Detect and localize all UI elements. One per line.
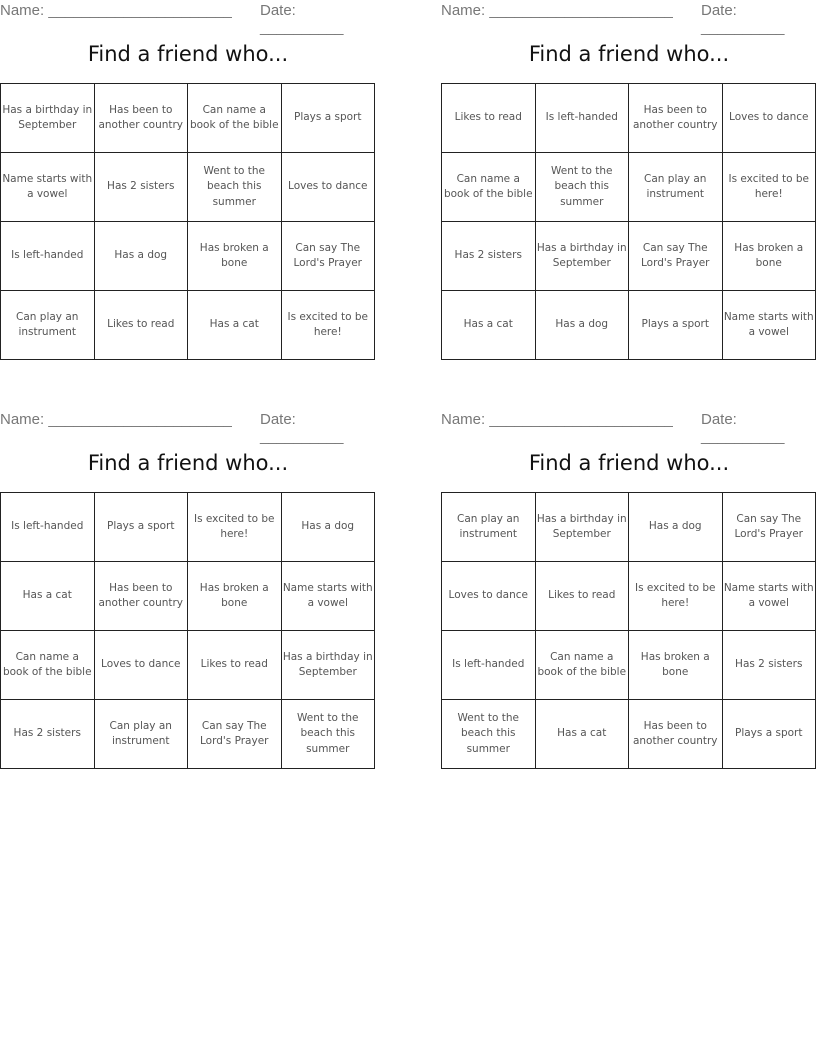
grid-cell: Has broken a bone bbox=[188, 222, 282, 291]
grid-cell: Is excited to be here! bbox=[281, 291, 375, 360]
bingo-grid bbox=[0, 83, 375, 360]
grid-cell: Has been to another country bbox=[629, 84, 723, 153]
grid-cell: Plays a sport bbox=[722, 700, 816, 769]
bingo-grid bbox=[441, 83, 816, 360]
grid-cell: Name starts with a vowel bbox=[722, 562, 816, 631]
grid-cell: Loves to dance bbox=[442, 562, 536, 631]
grid-cell: Can say The Lord's Prayer bbox=[281, 222, 375, 291]
grid-row bbox=[1, 153, 375, 222]
grid-cell: Has a cat bbox=[442, 291, 536, 360]
grid-cell: Loves to dance bbox=[281, 153, 375, 222]
grid-cell: Is excited to be here! bbox=[722, 153, 816, 222]
grid-row bbox=[1, 222, 375, 291]
grid-cell: Name starts with a vowel bbox=[722, 291, 816, 360]
grid-cell: Is excited to be here! bbox=[629, 562, 723, 631]
grid-row bbox=[442, 562, 816, 631]
grid-cell: Can name a book of the bible bbox=[1, 631, 95, 700]
grid-cell: Has a cat bbox=[188, 291, 282, 360]
grid-cell: Has been to another country bbox=[94, 562, 188, 631]
grid-cell: Went to the beach this summer bbox=[442, 700, 536, 769]
grid-cell: Loves to dance bbox=[722, 84, 816, 153]
grid-row bbox=[442, 222, 816, 291]
grid-cell: Is left-handed bbox=[535, 84, 629, 153]
grid-cell: Can say The Lord's Prayer bbox=[722, 493, 816, 562]
grid-cell: Has 2 sisters bbox=[94, 153, 188, 222]
header-row bbox=[0, 409, 376, 445]
name-field-label: Name: ______________________ bbox=[441, 2, 673, 19]
grid-cell: Likes to read bbox=[188, 631, 282, 700]
grid-row bbox=[442, 84, 816, 153]
grid-cell: Name starts with a vowel bbox=[281, 562, 375, 631]
grid-row bbox=[1, 631, 375, 700]
grid-row bbox=[442, 700, 816, 769]
date-field-label: Date: __________ bbox=[260, 411, 344, 445]
date-field-label: Date: __________ bbox=[260, 2, 344, 36]
grid-cell: Name starts with a vowel bbox=[1, 153, 95, 222]
grid-cell: Went to the beach this summer bbox=[281, 700, 375, 769]
header-row bbox=[0, 0, 376, 36]
card-title: Find a friend who... bbox=[528, 42, 730, 66]
grid-row bbox=[1, 291, 375, 360]
grid-cell: Can say The Lord's Prayer bbox=[629, 222, 723, 291]
grid-cell: Has a dog bbox=[535, 291, 629, 360]
grid-cell: Has a birthday in September bbox=[281, 631, 375, 700]
grid-cell: Can play an instrument bbox=[442, 493, 536, 562]
bingo-grid bbox=[0, 492, 375, 769]
grid-row bbox=[1, 562, 375, 631]
grid-row bbox=[442, 631, 816, 700]
grid-cell: Has broken a bone bbox=[722, 222, 816, 291]
bingo-grid bbox=[441, 492, 816, 769]
grid-cell: Can name a book of the bible bbox=[535, 631, 629, 700]
grid-cell: Likes to read bbox=[94, 291, 188, 360]
grid-cell: Plays a sport bbox=[281, 84, 375, 153]
grid-row bbox=[1, 700, 375, 769]
card-title: Find a friend who... bbox=[528, 451, 730, 475]
header-row bbox=[441, 409, 816, 445]
grid-row bbox=[442, 493, 816, 562]
grid-cell: Has a dog bbox=[94, 222, 188, 291]
grid-cell: Has a dog bbox=[281, 493, 375, 562]
grid-cell: Is left-handed bbox=[1, 222, 95, 291]
grid-cell: Is excited to be here! bbox=[188, 493, 282, 562]
grid-cell: Has broken a bone bbox=[188, 562, 282, 631]
grid-cell: Has 2 sisters bbox=[722, 631, 816, 700]
grid-cell: Can play an instrument bbox=[1, 291, 95, 360]
grid-cell: Plays a sport bbox=[629, 291, 723, 360]
date-field-label: Date: __________ bbox=[701, 2, 785, 36]
grid-cell: Has 2 sisters bbox=[1, 700, 95, 769]
grid-cell: Has been to another country bbox=[629, 700, 723, 769]
grid-row bbox=[442, 153, 816, 222]
grid-cell: Has been to another country bbox=[94, 84, 188, 153]
grid-cell: Has a birthday in September bbox=[535, 222, 629, 291]
grid-cell: Likes to read bbox=[442, 84, 536, 153]
grid-cell: Is left-handed bbox=[442, 631, 536, 700]
grid-cell: Has broken a bone bbox=[629, 631, 723, 700]
grid-cell: Went to the beach this summer bbox=[188, 153, 282, 222]
grid-cell: Can name a book of the bible bbox=[442, 153, 536, 222]
grid-cell: Has a dog bbox=[629, 493, 723, 562]
grid-cell: Is left-handed bbox=[1, 493, 95, 562]
card-title: Find a friend who... bbox=[87, 42, 289, 66]
grid-cell: Has a cat bbox=[1, 562, 95, 631]
grid-cell: Can play an instrument bbox=[629, 153, 723, 222]
grid-cell: Has a birthday in September bbox=[1, 84, 95, 153]
grid-cell: Can play an instrument bbox=[94, 700, 188, 769]
name-field-label: Name: ______________________ bbox=[0, 2, 232, 19]
card-title: Find a friend who... bbox=[87, 451, 289, 475]
date-field-label: Date: __________ bbox=[701, 411, 785, 445]
name-field-label: Name: ______________________ bbox=[441, 411, 673, 428]
name-field-label: Name: ______________________ bbox=[0, 411, 232, 428]
grid-cell: Loves to dance bbox=[94, 631, 188, 700]
grid-cell: Can name a book of the bible bbox=[188, 84, 282, 153]
header-row bbox=[441, 0, 816, 36]
grid-cell: Plays a sport bbox=[94, 493, 188, 562]
grid-cell: Likes to read bbox=[535, 562, 629, 631]
grid-cell: Has 2 sisters bbox=[442, 222, 536, 291]
grid-row bbox=[1, 493, 375, 562]
grid-cell: Went to the beach this summer bbox=[535, 153, 629, 222]
grid-row bbox=[1, 84, 375, 153]
grid-cell: Has a cat bbox=[535, 700, 629, 769]
grid-cell: Can say The Lord's Prayer bbox=[188, 700, 282, 769]
grid-row bbox=[442, 291, 816, 360]
grid-cell: Has a birthday in September bbox=[535, 493, 629, 562]
